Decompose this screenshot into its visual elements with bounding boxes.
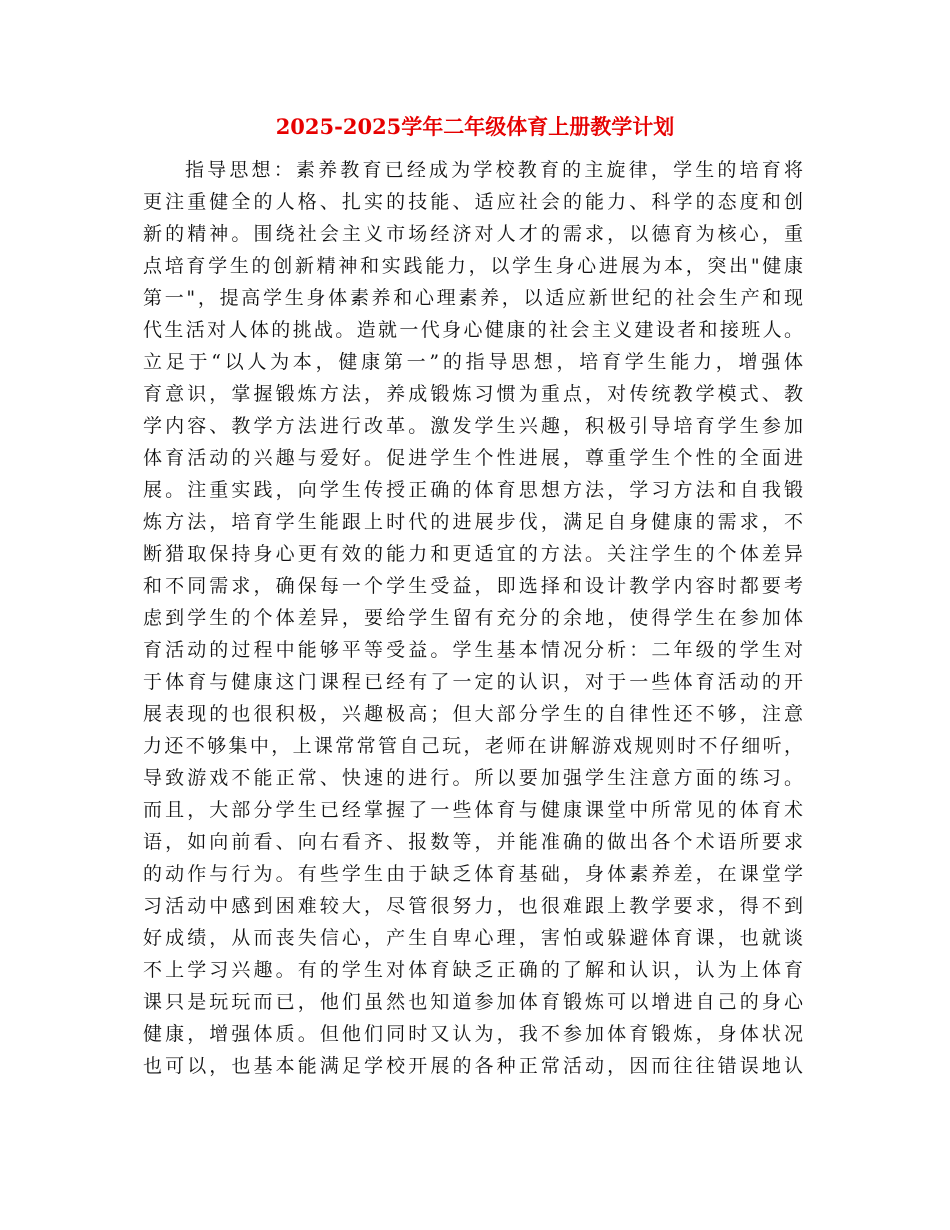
body-line: 指导思想：素养教育已经成为学校教育的主旋律，学生的培育将 <box>185 159 803 181</box>
body-line: 立足于“以人为本，健康第一”的指导思想，培育学生能力，增强体 <box>143 351 803 373</box>
body-line: 展表现的也很积极，兴趣极高；但大部分学生的自律性还不够，注意 <box>143 703 803 725</box>
body-line: 的动作与行为。有些学生由于缺乏体育基础，身体素养差，在课堂学 <box>143 863 803 885</box>
body-line: 而且，大部分学生已经掌握了一些体育与健康课堂中所常见的体育术 <box>143 799 803 821</box>
body-line: 虑到学生的个体差异，要给学生留有充分的余地，使得学生在参加体 <box>143 607 803 629</box>
body-line: 不上学习兴趣。有的学生对体育缺乏正确的了解和认识，认为上体育 <box>143 959 803 981</box>
body-line: 语，如向前看、向右看齐、报数等，并能准确的做出各个术语所要求 <box>143 831 803 853</box>
body-line: 新的精神。围绕社会主义市场经济对人才的需求，以德育为核心，重 <box>143 223 803 245</box>
body-line: 代生活对人体的挑战。造就一代身心健康的社会主义建设者和接班人。 <box>143 319 803 341</box>
body-line: 学内容、教学方法进行改革。激发学生兴趣，积极引导培育学生参加 <box>143 415 803 437</box>
body-line: 体育活动的兴趣与爱好。促进学生个性进展，尊重学生个性的全面进 <box>143 447 803 469</box>
body-line: 育意识，掌握锻炼方法，养成锻炼习惯为重点，对传统教学模式、教 <box>143 383 803 405</box>
body-line: 和不同需求，确保每一个学生受益，即选择和设计教学内容时都要考 <box>143 575 803 597</box>
body-line: 断猎取保持身心更有效的能力和更适宜的方法。关注学生的个体差异 <box>143 543 803 565</box>
body-line: 习活动中感到困难较大，尽管很努力，也很难跟上教学要求，得不到 <box>143 895 803 917</box>
body-line: 也可以，也基本能满足学校开展的各种正常活动，因而往往错误地认 <box>143 1055 803 1077</box>
body-line: 第一"，提高学生身体素养和心理素养，以适应新世纪的社会生产和现 <box>143 287 803 309</box>
body-line: 课只是玩玩而已，他们虽然也知道参加体育锻炼可以增进自己的身心 <box>143 991 803 1013</box>
body-line: 导致游戏不能正常、快速的进行。所以要加强学生注意方面的练习。 <box>143 767 803 789</box>
body-line: 好成绩，从而丧失信心，产生自卑心理，害怕或躲避体育课，也就谈 <box>143 927 803 949</box>
body-line: 力还不够集中，上课常常管自己玩，老师在讲解游戏规则时不仔细听， <box>143 735 803 757</box>
body-line: 育活动的过程中能够平等受益。学生基本情况分析：二年级的学生对 <box>143 639 803 661</box>
body-line: 健康，增强体质。但他们同时又认为，我不参加体育锻炼，身体状况 <box>143 1023 803 1045</box>
document-title: 2025-2025学年二年级体育上册教学计划 <box>275 114 675 139</box>
body-line: 更注重健全的人格、扎实的技能、适应社会的能力、科学的态度和创 <box>143 191 803 213</box>
body-line: 点培育学生的创新精神和实践能力，以学生身心进展为本，突出"健康 <box>143 255 803 277</box>
body-line: 展。注重实践，向学生传授正确的体育思想方法，学习方法和自我锻 <box>143 479 803 501</box>
body-line: 于体育与健康这门课程已经有了一定的认识，对于一些体育活动的开 <box>143 671 803 693</box>
body-line: 炼方法，培育学生能跟上时代的进展步伐，满足自身健康的需求，不 <box>143 511 803 533</box>
document-body <box>143 154 803 1082</box>
